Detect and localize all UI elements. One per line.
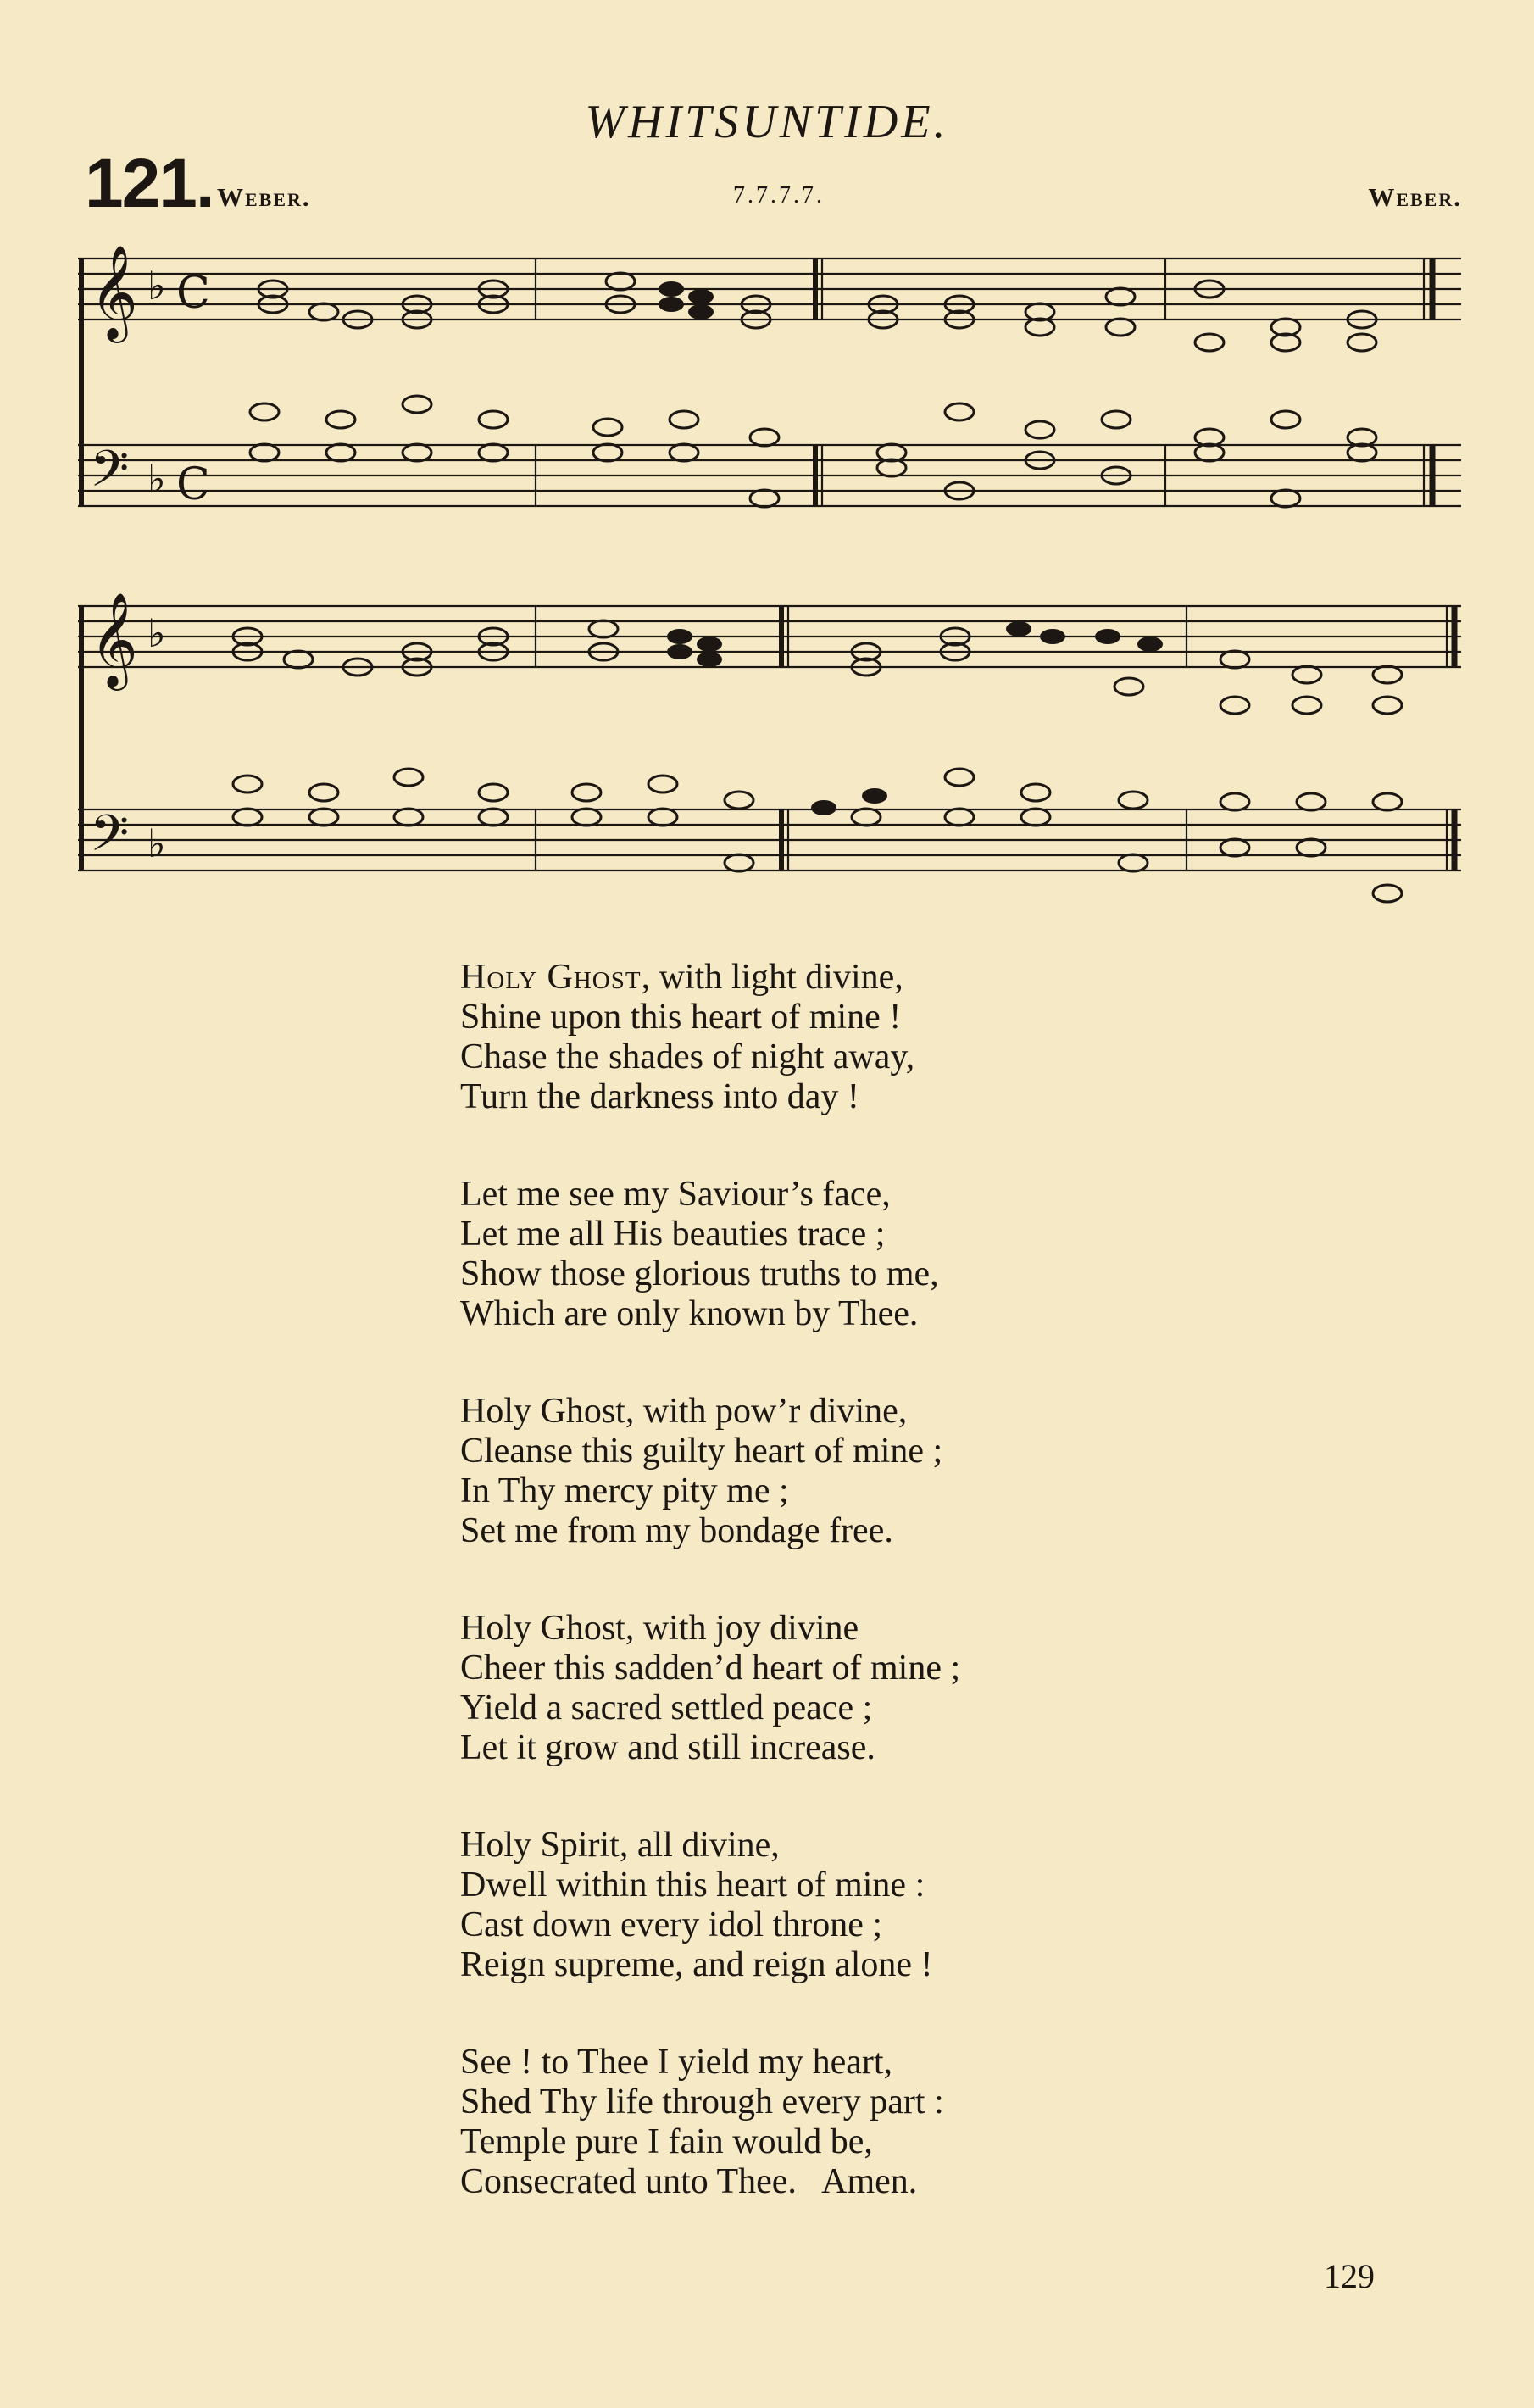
music-score-icon [78,242,1468,547]
verse-4 [460,1609,1138,1768]
verse-line: Shed Thy life through every part : [460,2083,944,2122]
verse-line: Cleanse this guilty heart of mine ; [460,1432,943,1471]
svg-text:♭: ♭ [147,456,166,502]
verse-line: In Thy mercy pity me ; [460,1471,789,1510]
svg-text:𝄞: 𝄞 [90,592,138,687]
verse-line: Turn the darkness into day ! [460,1077,859,1116]
verse-line: See ! to Thee I yield my heart, [460,2043,893,2082]
verse-1 [460,958,1138,1117]
verse-line: Holy Ghost, with joy divine [460,1609,859,1648]
verse-line-rest: , with light divine, [641,958,903,997]
music-system-2 [78,589,1468,911]
verse-line: Cheer this sadden’d heart of mine ; [460,1649,961,1688]
verse-line: Which are only known by Thee. [460,1294,919,1333]
meter: 7.7.7.7. [733,182,825,209]
svg-text:♭: ♭ [147,820,166,866]
verse-3 [460,1392,1138,1551]
verse-line: Yield a sacred settled peace ; [460,1688,873,1727]
verse-line: Shine upon this heart of mine ! [460,998,902,1037]
hymn-number: 121. [85,145,214,222]
verse-line: Temple pure I fain would be, [460,2122,873,2161]
verse-line: Holy Spirit, all divine, [460,1826,780,1865]
verse-line: Consecrated unto Thee. Amen. [460,2162,918,2201]
verse-line: Show those glorious truths to me, [460,1254,939,1293]
svg-text:♭: ♭ [147,610,166,656]
verse-line: Set me from my bondage free. [460,1511,893,1550]
verse-6 [460,2043,1138,2202]
svg-text:𝄢: 𝄢 [90,804,130,875]
hymn-text [460,958,1138,2260]
svg-text:C: C [176,459,210,510]
music-score-icon [78,589,1468,911]
svg-text:𝄢: 𝄢 [90,439,130,510]
svg-text:♭: ♭ [147,263,166,309]
verse-line: Chase the shades of night away, [460,1037,915,1076]
verse-line: Let me all His beauties trace ; [460,1215,886,1254]
section-title: WHITSUNTIDE. [585,96,949,148]
verse-2 [460,1175,1138,1334]
tune-name: Weber. [217,182,311,212]
opening-small-caps: Holy Ghost [460,958,642,997]
svg-text:C: C [176,268,210,319]
music-system-1 [78,242,1468,547]
verse-line: Let it grow and still increase. [460,1728,875,1767]
verse-5 [460,1826,1138,1985]
verse-line: Dwell within this heart of mine : [460,1866,925,1905]
composer: Weber. [1368,182,1462,212]
verse-line: Let me see my Saviour’s face, [460,1175,891,1214]
verse-line: Holy Ghost, with pow’r divine, [460,1392,908,1431]
verse-line [460,958,1138,998]
verse-line: Cast down every idol throne ; [460,1905,883,1944]
page-number: 129 [1324,2257,1375,2295]
verse-line: Reign supreme, and reign alone ! [460,1945,933,1984]
svg-text:𝄞: 𝄞 [90,244,138,339]
